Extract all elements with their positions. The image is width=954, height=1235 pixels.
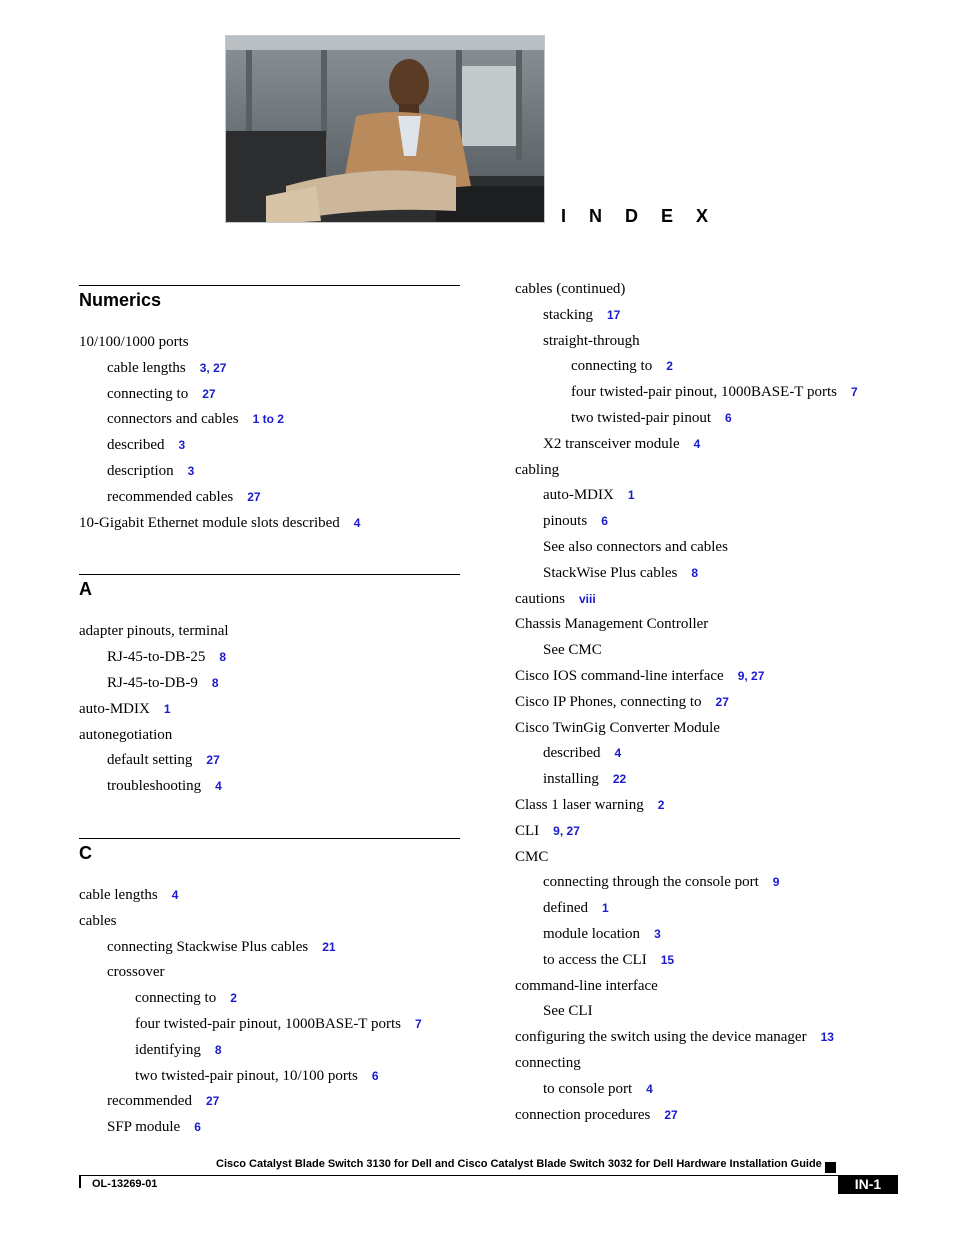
entry-term: Cisco IP Phones, connecting to: [515, 693, 702, 710]
right-column: [515, 277, 905, 1128]
page-reference-link[interactable]: 8: [214, 1042, 222, 1057]
page-reference-link[interactable]: 4: [646, 1081, 653, 1096]
index-entry: [79, 774, 469, 800]
page-reference-link[interactable]: 7: [414, 1016, 422, 1031]
index-entry: [79, 407, 469, 433]
section-heading: Numerics: [79, 290, 162, 310]
entry-term: configuring the switch using the device manager: [515, 1029, 807, 1046]
page-reference-link[interactable]: 27: [715, 694, 729, 709]
page-reference-link[interactable]: 4: [693, 436, 701, 451]
index-entry: [515, 845, 905, 871]
page-reference-link[interactable]: 1: [601, 901, 609, 916]
entry-term: CLI: [515, 822, 540, 839]
index-entry: [79, 1012, 469, 1038]
index-entry: [79, 723, 469, 749]
index-entry: [515, 561, 905, 587]
index-entry: [515, 458, 905, 484]
index-entry: [79, 935, 469, 961]
entry-term: four twisted-pair pinout, 1000BASE-T ports: [135, 1015, 401, 1032]
doc-number: OL-13269-01: [92, 1178, 158, 1190]
page-reference-link[interactable]: 8: [219, 650, 227, 665]
index-entry: [79, 485, 469, 511]
entry-term: module location: [543, 925, 641, 942]
index-entry: [79, 883, 469, 909]
page-reference-link[interactable]: 4: [614, 746, 622, 761]
entry-term: cables: [79, 912, 117, 929]
index-section: [79, 285, 469, 536]
index-entry: [515, 1077, 905, 1103]
section-heading: C: [79, 842, 92, 863]
index-entry: [515, 793, 905, 819]
index-entry: [79, 960, 469, 986]
page-reference-link[interactable]: 4: [353, 515, 361, 530]
photo-illustration: [226, 36, 545, 223]
entry-term: to console port: [543, 1080, 633, 1097]
entry-term: connecting to: [107, 385, 189, 402]
page-reference-link[interactable]: 4: [215, 779, 222, 794]
guide-title: Cisco Catalyst Blade Switch 3130 for Dell and Cisco Catalyst Blade Switch 3032 for Dell Hardware Installation Guide: [216, 1158, 822, 1170]
entry-term: recommended: [107, 1093, 192, 1110]
entry-term: connecting to: [571, 358, 653, 375]
index-entry: [515, 1051, 905, 1077]
page-reference-link[interactable]: 15: [660, 952, 675, 967]
index-entry: [515, 1025, 905, 1051]
entry-term: description: [107, 462, 174, 479]
index-entry: [515, 664, 905, 690]
index-entry: [515, 1103, 905, 1129]
index-entry: [79, 1089, 469, 1115]
index-entry: [79, 748, 469, 774]
entry-term: identifying: [135, 1041, 201, 1058]
index-entry: [515, 716, 905, 742]
entry-term: installing: [543, 771, 599, 788]
index-entry: [79, 1115, 469, 1141]
entry-term: See CLI: [543, 1003, 593, 1020]
page-reference-link[interactable]: 4: [171, 887, 179, 902]
entry-term: SFP module: [107, 1119, 181, 1136]
entry-term: autonegotiation: [79, 726, 173, 743]
entry-term: Cisco TwinGig Converter Module: [515, 719, 720, 736]
entry-term: 10/100/1000 ports: [79, 334, 189, 350]
header-photo: [225, 35, 545, 223]
index-entry: [79, 330, 469, 356]
page-reference-link[interactable]: 6: [371, 1068, 379, 1083]
page-reference-link[interactable]: 1: [627, 488, 635, 503]
entry-term: crossover: [107, 964, 165, 981]
index-entry: [79, 671, 469, 697]
index-entry: [515, 354, 905, 380]
entry-term: auto-MDIX: [543, 487, 614, 504]
index-entry: [515, 690, 905, 716]
page-reference-link[interactable]: 1 to 2: [252, 412, 284, 427]
entry-term: RJ-45-to-DB-25: [107, 649, 206, 666]
index-entry: [79, 1038, 469, 1064]
entry-term: two twisted-pair pinout: [571, 409, 711, 426]
entry-term: RJ-45-to-DB-9: [107, 674, 198, 691]
entry-term: command-line interface: [515, 977, 658, 994]
footer-tick: [79, 1175, 81, 1188]
index-entry: [79, 433, 469, 459]
entry-term: See CMC: [543, 642, 602, 659]
entry-term: Class 1 laser warning: [515, 796, 644, 813]
entry-term: straight-through: [543, 332, 640, 349]
footer-marker: [825, 1162, 836, 1173]
entry-term: to access the CLI: [543, 951, 647, 968]
page-reference-link[interactable]: 22: [612, 772, 627, 787]
index-entry: [515, 767, 905, 793]
page-reference-link[interactable]: 27: [205, 1094, 220, 1109]
page-reference-link[interactable]: 9, 27: [553, 823, 580, 838]
entry-term: four twisted-pair pinout, 1000BASE-T ports: [571, 384, 837, 401]
index-entry: [515, 277, 905, 303]
page-reference-link[interactable]: 7: [850, 385, 858, 400]
page-reference-link[interactable]: viii: [579, 591, 596, 606]
page-reference-link[interactable]: 3, 27: [199, 360, 227, 375]
page-reference-link[interactable]: 2: [657, 797, 665, 812]
index-entry: [515, 974, 905, 1000]
entry-term: connectors and cables: [107, 411, 239, 428]
entry-term: See also connectors and cables: [543, 538, 728, 555]
section-heading: A: [79, 579, 92, 600]
entry-term: cable lengths: [107, 359, 186, 376]
entry-term: two twisted-pair pinout, 10/100 ports: [135, 1067, 358, 1084]
page-reference-link[interactable]: 1: [163, 701, 171, 716]
index-entry: [515, 948, 905, 974]
entry-term: connecting Stackwise Plus cables: [107, 938, 309, 955]
page-reference-link[interactable]: 2: [666, 359, 673, 374]
entry-term: cautions: [515, 590, 565, 607]
left-column: [79, 285, 469, 1141]
index-entry: [79, 697, 469, 723]
index-entry: [79, 356, 469, 382]
page-reference-link[interactable]: 27: [664, 1107, 678, 1122]
index-entry: [515, 535, 905, 561]
page-reference-link[interactable]: 2: [230, 991, 237, 1006]
entry-term: troubleshooting: [107, 778, 202, 795]
page-reference-link[interactable]: 3: [654, 926, 661, 941]
index-section: [79, 574, 469, 800]
page-reference-link[interactable]: 17: [607, 307, 621, 322]
entry-term: CMC: [515, 848, 549, 865]
page-reference-link[interactable]: 27: [202, 386, 216, 401]
index-entry: [79, 1064, 469, 1090]
entry-term: Cisco IOS command-line interface: [515, 667, 724, 684]
index-entry: [79, 645, 469, 671]
entry-term: auto-MDIX: [79, 700, 150, 717]
entry-term: adapter pinouts, terminal: [79, 623, 229, 640]
index-entry: [515, 819, 905, 845]
entry-term: cables (continued): [515, 281, 626, 297]
index-entry: [515, 329, 905, 355]
index-entry: [515, 999, 905, 1025]
index-entry: [515, 406, 905, 432]
index-section: [79, 838, 469, 1141]
footer-rule: [79, 1175, 898, 1176]
index-entry: [515, 922, 905, 948]
page-reference-link[interactable]: 21: [322, 939, 336, 954]
entry-term: defined: [543, 900, 588, 917]
entry-term: 10-Gigabit Ethernet module slots described: [79, 514, 340, 531]
entry-term: described: [107, 437, 165, 454]
entry-term: connecting: [515, 1054, 581, 1071]
entry-term: connection procedures: [515, 1106, 651, 1123]
index-entry: [515, 870, 905, 896]
entry-term: Chassis Management Controller: [515, 616, 709, 633]
index-entry: [515, 380, 905, 406]
index-entry: [79, 619, 469, 645]
index-entry: [515, 612, 905, 638]
page-reference-link[interactable]: 6: [194, 1120, 201, 1135]
page-reference-link[interactable]: 8: [691, 565, 699, 580]
entry-term: described: [543, 745, 601, 762]
entry-term: recommended cables: [107, 488, 234, 505]
index-entry: [515, 587, 905, 613]
entry-term: connecting to: [135, 990, 217, 1007]
entry-term: X2 transceiver module: [543, 435, 680, 452]
index-entry: [79, 986, 469, 1012]
entry-term: pinouts: [543, 513, 588, 530]
index-entry: [79, 511, 469, 537]
entry-term: cabling: [515, 461, 560, 478]
page-reference-link[interactable]: 3: [187, 463, 195, 478]
index-entry: [515, 638, 905, 664]
index-entry: [515, 432, 905, 458]
index-entry: [515, 896, 905, 922]
index-entry: [79, 909, 469, 935]
entry-term: StackWise Plus cables: [543, 564, 678, 581]
page-reference-link[interactable]: 9, 27: [737, 668, 765, 683]
page-reference-link[interactable]: 8: [211, 675, 219, 690]
page-reference-link[interactable]: 27: [206, 753, 220, 768]
index-entry: [515, 483, 905, 509]
index-entry: [515, 741, 905, 767]
index-entry: [515, 509, 905, 535]
page-reference-link[interactable]: 6: [601, 514, 608, 529]
page-reference-link[interactable]: 6: [724, 410, 732, 425]
page-reference-link[interactable]: 13: [820, 1030, 834, 1045]
entry-term: connecting through the console port: [543, 874, 759, 891]
index-title: I N D E X: [561, 206, 718, 226]
entry-term: cable lengths: [79, 886, 158, 903]
index-entry: [515, 303, 905, 329]
page-number: IN-1: [838, 1175, 898, 1194]
page-reference-link[interactable]: 9: [772, 875, 780, 890]
page-reference-link[interactable]: 3: [178, 438, 186, 453]
page-reference-link[interactable]: 27: [247, 489, 261, 504]
index-entry: [79, 459, 469, 485]
entry-term: stacking: [543, 306, 593, 323]
index-entry: [79, 382, 469, 408]
entry-term: default setting: [107, 752, 193, 769]
